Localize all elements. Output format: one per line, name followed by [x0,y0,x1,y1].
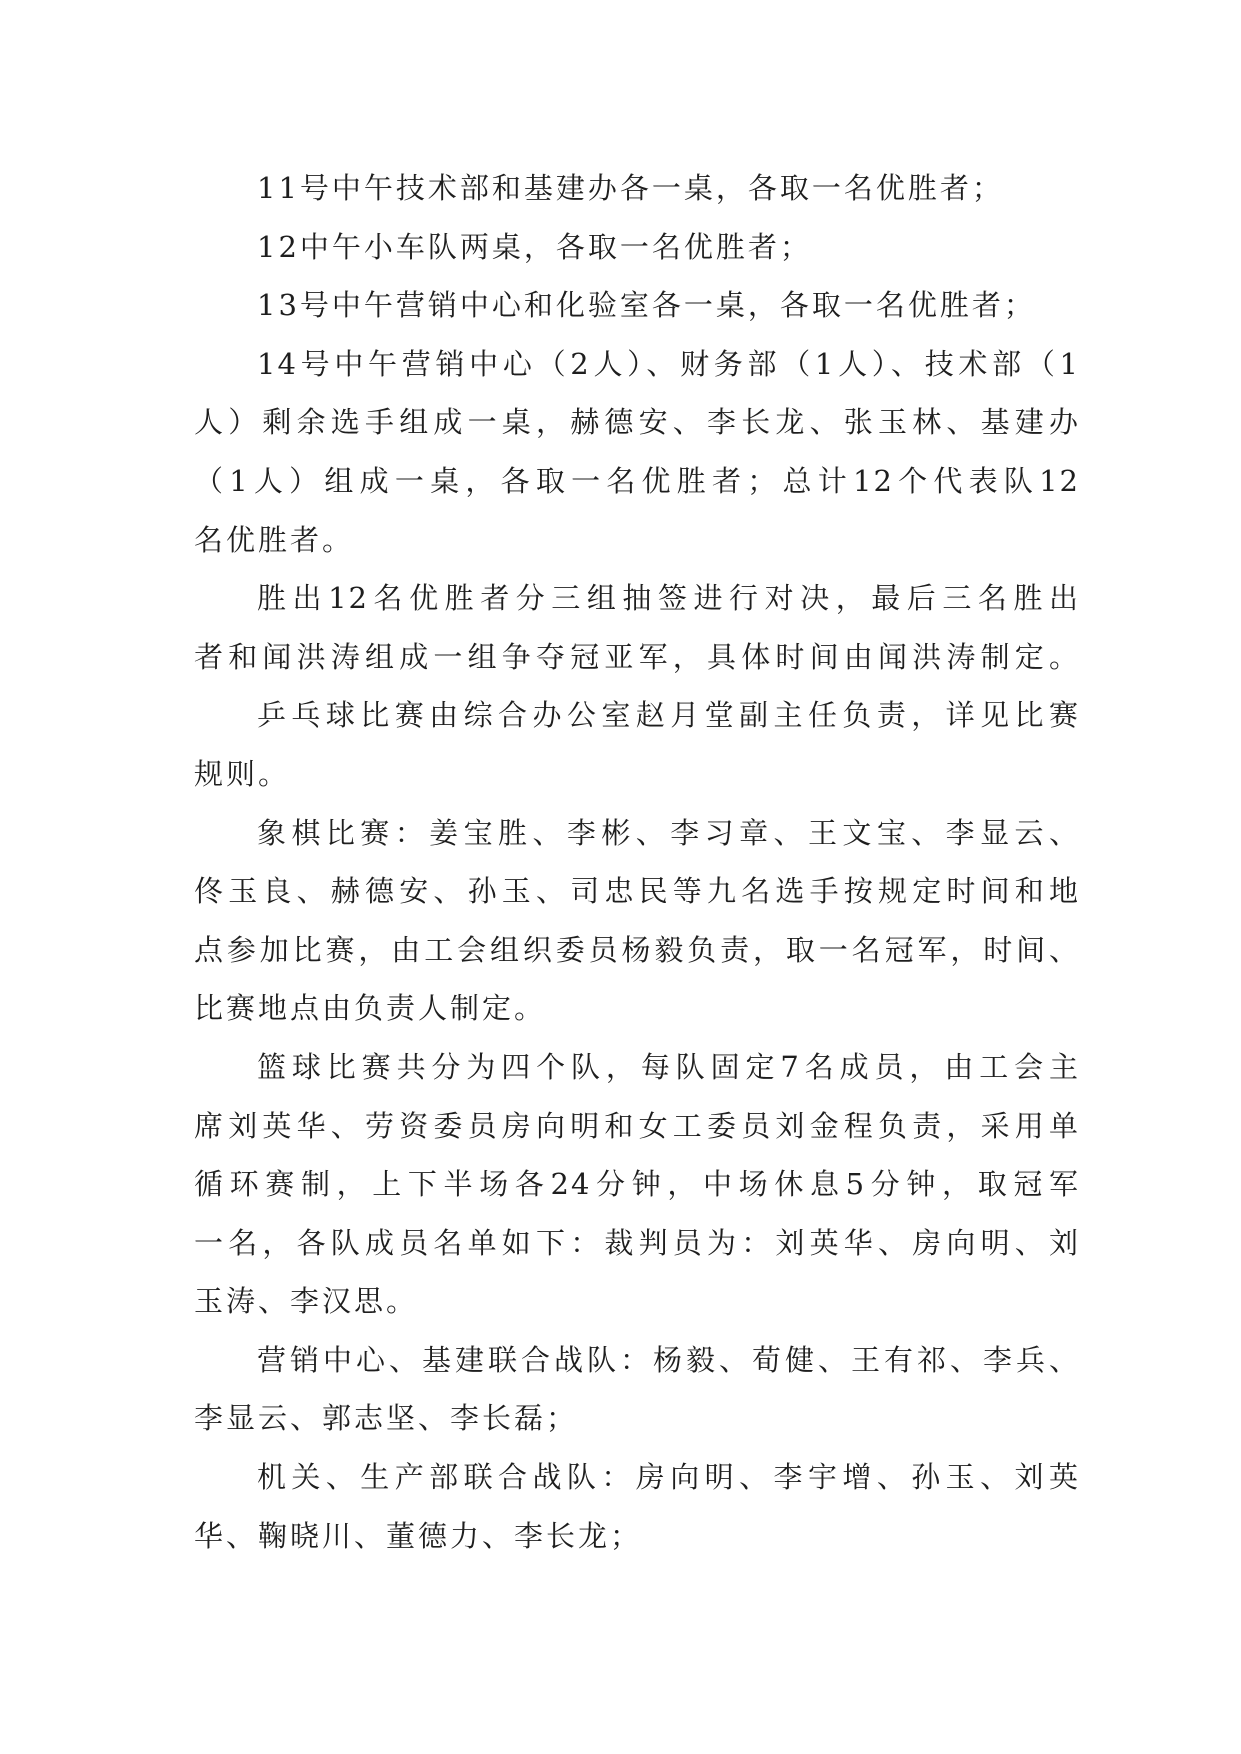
paragraph-5 [194,569,1080,686]
paragraph-10 [194,1448,1080,1565]
paragraph-4 [194,335,1080,569]
text-line: 乒乓球比赛由综合办公室赵月堂副主任负责，详见比赛 [257,698,1080,733]
text-line: 李显云、郭志坚、李长磊； [194,1401,579,1436]
text-line: 11号中午技术部和基建办各一桌，各取一名优胜者； [257,171,1004,205]
text-line: 胜出12名优胜者分三组抽签进行对决，最后三名胜出 [257,581,1080,616]
text-line: 玉涛、李汉思。 [194,1284,419,1319]
text-line: 者和闻洪涛组成一组争夺冠亚军，具体时间由闻洪涛制定。 [194,639,1080,674]
paragraph-2 [194,218,1080,277]
text-line: 比赛地点由负责人制定。 [194,991,547,1026]
text-line: 一名，各队成员名单如下：裁判员为：刘英华、房向明、刘 [194,1225,1080,1260]
paragraph-3 [194,276,1080,335]
paragraph-1 [194,159,1080,218]
text-line: 13号中午营销中心和化验室各一桌，各取一名优胜者； [257,288,1036,323]
text-line: 席刘英华、劳资委员房向明和女工委员刘金程负责，采用单 [194,1108,1080,1143]
text-line: 佟玉良、赫德安、孙玉、司忠民等九名选手按规定时间和地 [194,874,1080,909]
text-line: 篮球比赛共分为四个队，每队固定7名成员，由工会主 [257,1049,1080,1084]
text-line: 名优胜者。 [194,522,355,557]
text-line: 人）剩余选手组成一桌，赫德安、李长龙、张玉林、基建办 [194,405,1080,440]
paragraph-7 [194,804,1080,1038]
text-line: 规则。 [194,756,291,791]
text-line: 华、鞠晓川、董德力、李长龙； [194,1518,643,1553]
paragraph-9 [194,1331,1080,1448]
text-line: 12中午小车队两桌，各取一名优胜者； [257,229,812,264]
text-line: 营销中心、基建联合战队：杨毅、荀健、王有祁、李兵、 [257,1342,1080,1377]
paragraph-8 [194,1038,1080,1331]
text-line: 循环赛制，上下半场各24分钟，中场休息5分钟，取冠军 [194,1167,1080,1202]
text-line: 点参加比赛，由工会组织委员杨毅负责，取一名冠军，时间、 [194,932,1080,967]
text-line: （1人）组成一桌，各取一名优胜者；总计12个代表队12 [194,463,1080,498]
text-line: 象棋比赛：姜宝胜、李彬、李习章、王文宝、李显云、 [257,815,1080,850]
paragraph-6 [194,686,1080,803]
text-line: 14号中午营销中心（2人）、财务部（1人）、技术部（1 [257,346,1080,381]
document-body [194,159,1080,1565]
text-line: 机关、生产部联合战队：房向明、李宇增、孙玉、刘英 [257,1460,1080,1495]
